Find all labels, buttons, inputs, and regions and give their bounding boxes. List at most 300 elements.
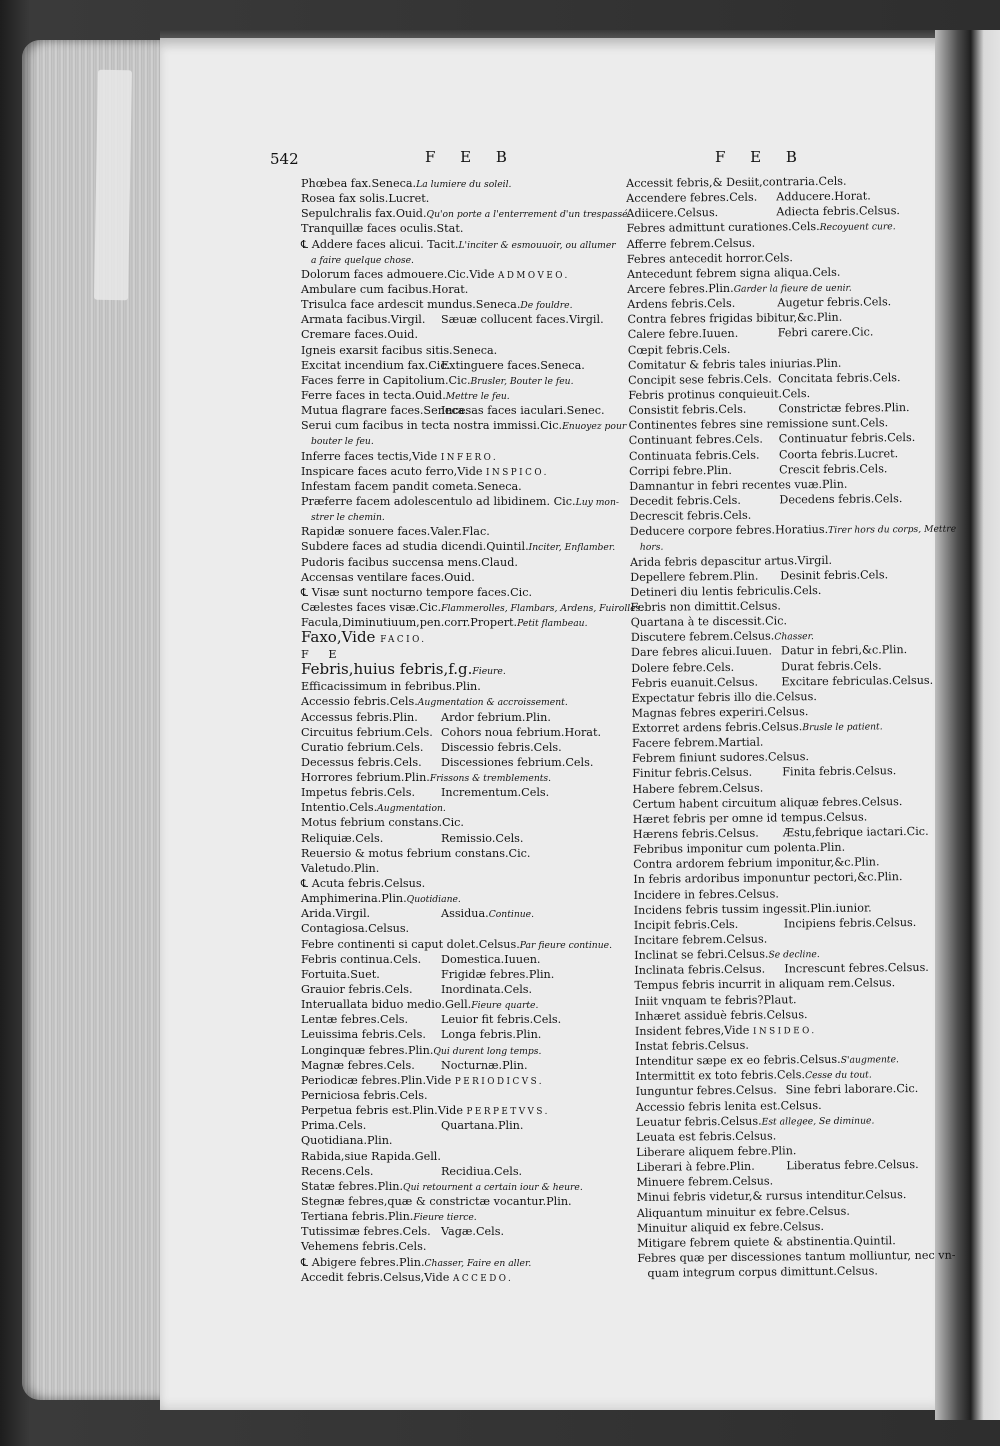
entry-text: Excitat incendium fax.Cic. [301, 358, 451, 372]
entry-text: Efficacissimum in febribus.Plin. [301, 680, 481, 694]
french-gloss: Qu'on porte a l'enterrement d'un trespassé. [426, 209, 631, 221]
entry-text-second: Leuior fit febris.Cels. [441, 1013, 562, 1027]
entry-text-second: Frigidæ febres.Plin. [441, 967, 555, 981]
entry-text: Insident febres,Vide INSIDEO. [634, 1023, 817, 1038]
entry-text: Febris euanuit.Celsus. [631, 675, 759, 690]
entry-line [301, 1118, 616, 1133]
french-gloss: S'augmente. [840, 1054, 899, 1066]
entry-line [301, 418, 627, 433]
entry-text: Intentio.Cels.Augmentation. [301, 801, 446, 815]
running-head-right: F E B [715, 148, 807, 166]
entry-line [301, 1149, 616, 1164]
entry-line [301, 770, 616, 785]
entry-line [301, 831, 616, 846]
entry-text: Febres antecedit horror.Cels. [626, 250, 793, 266]
entry-text: Aliquantum minuitur ex febre.Celsus. [636, 1204, 850, 1220]
french-gloss: Petit flambeau. [517, 618, 588, 630]
entry-text-second: Datur in febri,&c.Plin. [780, 643, 908, 658]
entry-line [301, 952, 616, 967]
entry-line [301, 282, 616, 297]
entry-text: Rosea fax solis.Lucret. [301, 192, 430, 206]
entry-text: Accensas ventilare faces.Ouid. [301, 570, 475, 584]
entry-text: Febres admittunt curationes.Cels.Recoyuent cure. [626, 220, 896, 236]
entry-line [301, 891, 616, 906]
entry-text: Extorret ardens febris.Celsus.Brusle le patient. [631, 720, 883, 736]
entry-text: Pudoris facibus succensa mens.Claud. [301, 555, 518, 569]
entry-line [301, 725, 616, 740]
entry-text: Habere febrem.Celsus. [632, 781, 764, 796]
entry-text: Accessio febris lenita est.Celsus. [635, 1098, 822, 1114]
entry-text: Faces ferre in Capitolium.Cic.Brusler, Bouter le feu. [301, 373, 574, 387]
entry-text-second: Recidiua.Cels. [441, 1164, 523, 1178]
entry-line [301, 1058, 616, 1073]
french-gloss: Se decline. [768, 949, 820, 961]
entry-text: Incidens febris tussim ingessit.Plin.iunior. [633, 901, 872, 917]
entry-text: Accendere febres.Cels. [626, 190, 758, 206]
entry-line [301, 1270, 616, 1285]
entry-text: Depellere febrem.Plin. [630, 569, 759, 584]
entry-line [301, 539, 616, 554]
entry-line [301, 815, 616, 830]
french-gloss: hors. [639, 542, 664, 554]
entry-line [301, 312, 616, 327]
entry-text: Febris continua.Cels. [301, 952, 422, 966]
entry-line [301, 388, 616, 403]
entry-text: Quotidiana.Plin. [301, 1134, 393, 1148]
entry-text: Decrescit febris.Cels. [629, 508, 752, 524]
entry-text-second: Ardor febrium.Plin. [441, 710, 551, 724]
entry-text: Cremare faces.Ouid. [301, 328, 418, 342]
page-number: 542 [270, 150, 299, 168]
entry-text: Afferre febrem.Celsus. [626, 236, 756, 251]
entry-text: Mitigare febrem quiete & abstinentia.Quintil. [637, 1234, 896, 1250]
entry-text-second: Sæuæ collucent faces.Virgil. [441, 313, 604, 327]
entry-text: Grauior febris.Cels. [301, 983, 413, 997]
entry-text-second: Concitata febris.Cels. [778, 370, 901, 386]
entry-text-second: Adducere.Horat. [776, 189, 871, 204]
entry-line [301, 679, 616, 694]
entry-text: Mutua flagrare faces.Seneca. [301, 404, 469, 418]
entry-line [301, 570, 616, 585]
entry-text: Accedit febris.Celsus,Vide ACCEDO. [301, 1270, 514, 1284]
entry-line [637, 1263, 942, 1281]
entry-text: Longinquæ febres.Plin.Qui durent long temps. [301, 1043, 542, 1057]
entry-text: Concipit sese febris.Cels. [628, 372, 772, 387]
entry-text: Detineri diu lentis febriculis.Cels. [630, 583, 822, 599]
entry-text-second: Constrictæ febres.Plin. [778, 401, 910, 416]
entry-text: Intenditur sæpe ex eo febris.Celsus.S'augmente. [635, 1052, 899, 1069]
entry-text: Igneis exarsit facibus sitis.Seneca. [301, 343, 498, 357]
french-gloss: Augmentation. [377, 803, 446, 815]
entry-line [301, 800, 616, 815]
entry-line [301, 1043, 616, 1058]
cross-reference: INSIDEO. [752, 1025, 817, 1037]
entry-text: Discutere febrem.Celsus.Chasser. [630, 629, 814, 645]
entry-line [301, 479, 616, 494]
entry-text: Minuere febrem.Celsus. [636, 1174, 774, 1190]
french-gloss: Mettre le feu. [445, 390, 510, 402]
french-gloss: Chasser, Faire en aller. [424, 1257, 532, 1269]
entry-text: Certum habent circuitum aliquæ febres.Celsus. [632, 794, 903, 811]
entry-text: Infestam facem pandit cometa.Seneca. [301, 479, 522, 493]
entry-text-second: Augetur febris.Cels. [777, 295, 892, 310]
entry-text: Magnæ febres.Cels. [301, 1058, 415, 1072]
entry-text: Statæ febres.Plin.Qui retournent a certain iour & heure. [301, 1179, 583, 1193]
french-gloss: a faire quelque chose. [311, 254, 414, 266]
entry-text: Contra febres frigidas bibitur,&c.Plin. [627, 311, 843, 327]
entry-text-second: Extinguere faces.Seneca. [441, 358, 585, 372]
entry-text: Arcere febres.Plin.Garder la fieure de uenir. [627, 281, 852, 296]
entry-text: Periodicæ febres.Plin.Vide PERIODICVS. [301, 1073, 545, 1087]
entry-text-second: Excitare febriculas.Celsus. [781, 673, 934, 689]
entry-text-second: Assidua.Continue. [441, 907, 535, 921]
entry-line [301, 343, 616, 358]
book-gutter [935, 30, 1000, 1420]
entry-line [301, 524, 616, 539]
entry-text: Ardens febris.Cels. [627, 296, 736, 312]
entry-text-second: Remissio.Cels. [441, 831, 524, 845]
entry-text: Arida febris depascitur artus.Virgil. [629, 553, 833, 569]
entry-text: Expectatur febris illo die.Celsus. [631, 689, 817, 705]
entry-text [311, 509, 385, 525]
paper-strip [94, 70, 132, 301]
entry-text: Antecedunt febrem signa aliqua.Cels. [626, 265, 841, 281]
entry-text: Liberare aliquem febre.Plin. [636, 1144, 797, 1159]
entry-text-second: Vagæ.Cels. [441, 1225, 505, 1239]
entry-text: Intermittit ex toto febris.Cels.Cesse du tout. [635, 1068, 872, 1084]
entry-text-second: Febri carere.Cic. [777, 325, 874, 340]
french-gloss: Brusler, Bouter le feu. [470, 375, 574, 387]
entry-text: Consistit febris.Cels. [628, 402, 747, 418]
cross-reference: INFERO. [440, 452, 499, 463]
entry-text: Leuata est febris.Celsus. [635, 1129, 777, 1144]
french-gloss: Continue. [488, 909, 535, 921]
entry-text-second: Continuatur febris.Cels. [778, 431, 916, 446]
entry-text: Valetudo.Plin. [301, 861, 380, 875]
french-gloss: Par fieure continue. [519, 939, 612, 951]
entry-line [301, 237, 616, 252]
entry-line [301, 1133, 616, 1148]
entry-text: Fortuita.Suet. [301, 967, 380, 981]
entry-line [301, 1027, 616, 1042]
entry-text-second: Desinit febris.Cels. [780, 567, 889, 583]
entry-line [301, 755, 616, 770]
french-gloss: Fieure tierce. [413, 1212, 477, 1224]
entry-text: Corripi febre.Plin. [629, 463, 732, 478]
entry-text-second: Decedens febris.Cels. [779, 492, 903, 507]
entry-line [301, 1073, 616, 1088]
right-column [626, 173, 957, 1281]
entry-text: Sepulchralis fax.Ouid.Qu'on porte a l'enterrement d'un trespassé. [301, 207, 631, 221]
entry-text-second: Liberatus febre.Celsus. [786, 1158, 919, 1173]
entry-text [311, 252, 414, 268]
entry-text: Accessio febris.Cels.Augmentation & accroissement. [301, 695, 568, 709]
cross-reference: PERIODICVS. [454, 1076, 545, 1087]
entry-text: Continentes febres sine remissione sunt.Cels. [628, 416, 889, 433]
cross-reference: FACIO. [380, 635, 427, 646]
french-gloss: Qui retournent a certain iour & heure. [403, 1181, 583, 1193]
entry-text: Trisulca face ardescit mundus.Seneca.De fouldre. [301, 298, 573, 312]
entry-line [301, 1194, 616, 1209]
entry-text: Iunguntur febres.Celsus. [635, 1083, 777, 1099]
entry-line [301, 982, 616, 997]
running-head-left: F E B [425, 148, 517, 166]
entry-text: Continuant febres.Cels. [628, 432, 764, 448]
french-gloss: Est allegee, Se diminue. [761, 1115, 875, 1128]
entry-line [301, 662, 616, 679]
entry-text: Prima.Cels. [301, 1119, 367, 1133]
entry-line [301, 921, 616, 936]
entry-text: Inferre faces tectis,Vide INFERO. [301, 449, 499, 463]
entry-text: Dolere febre.Cels. [631, 660, 735, 675]
entry-text: quam integrum corpus dimittunt.Celsus. [647, 1264, 878, 1280]
french-gloss: Luy mon- [575, 496, 619, 508]
entry-line [301, 221, 616, 236]
entry-text-second: Sine febri laborare.Cic. [785, 1082, 919, 1097]
entry-line [301, 585, 616, 600]
entry-text-second: Discessiones febrium.Cels. [441, 755, 594, 769]
french-gloss: bouter le feu. [311, 436, 374, 448]
entry-text: Instat febris.Celsus. [635, 1038, 749, 1053]
entry-line [301, 1164, 616, 1179]
entry-text: F E [301, 648, 345, 662]
french-gloss: Flammerolles, Flambars, Ardens, Fuirolles. [441, 602, 644, 614]
french-gloss: De fouldre. [520, 300, 573, 312]
entry-text: Lentæ febres.Cels. [301, 1013, 409, 1027]
entry-text: Quartana à te discessit.Cic. [630, 614, 788, 630]
entry-text: Inhæret assiduè febris.Celsus. [634, 1007, 808, 1023]
entry-text: Ambulare cum facibus.Horat. [301, 282, 469, 296]
entry-line [301, 861, 616, 876]
entry-line [301, 906, 616, 921]
entry-line [301, 494, 619, 509]
entry-text-second: Cohors noua febrium.Horat. [441, 725, 602, 739]
entry-text: Rabida,siue Rapida.Gell. [301, 1149, 441, 1163]
entry-text: Iniit vnquam te febris?Plaut. [634, 992, 797, 1008]
entry-text: ℄ Acuta febris.Celsus. [301, 877, 426, 891]
entry-text-second: Nocturnæ.Plin. [441, 1058, 528, 1072]
cross-reference: PERPETVVS. [466, 1107, 550, 1118]
entry-text-second: Incrementum.Cels. [441, 786, 550, 800]
entry-text-second: Domestica.Iuuen. [441, 952, 541, 966]
entry-text: Minuitur aliquid ex febre.Celsus. [636, 1219, 825, 1235]
french-gloss: La lumiere du soleil. [416, 179, 512, 190]
entry-text: Febres quæ per discessiones tantum molliuntur, nec vn- [637, 1248, 956, 1265]
entry-text: Cælestes faces visæ.Cic.Flammerolles, Flambars, Ardens, Fuirolles. [301, 600, 644, 614]
entry-line [301, 1012, 616, 1027]
entry-line [301, 1224, 616, 1239]
entry-line [301, 967, 616, 982]
left-column [301, 176, 644, 1285]
french-gloss: Inciter, Enflamber. [528, 542, 616, 554]
entry-line [301, 710, 616, 725]
entry-text-second: Longa febris.Plin. [441, 1028, 542, 1042]
entry-text: Circuitus febrium.Cels. [301, 725, 433, 739]
entry-text: Perniciosa febris.Cels. [301, 1089, 428, 1103]
french-gloss: Garder la fieure de uenir. [733, 282, 852, 295]
entry-text: Cœpit febris.Cels. [627, 342, 731, 357]
entry-text: Horrores febrium.Plin.Frissons & tremblements. [301, 771, 552, 785]
entry-line [301, 191, 616, 206]
entry-text: Inspicare faces acuto ferro,Vide INSPICO. [301, 464, 549, 478]
entry-line [301, 509, 616, 524]
entry-text: Accessus febris.Plin. [301, 710, 418, 724]
entry-text: Decedit febris.Cels. [629, 493, 741, 508]
entry-line [301, 252, 616, 267]
entry-text: Ferre faces in tecta.Ouid.Mettre le feu. [301, 388, 510, 402]
cross-reference: INSPICO. [486, 467, 549, 478]
entry-line [301, 403, 616, 418]
entry-line [301, 630, 616, 647]
entry-line [301, 1239, 616, 1254]
entry-text-second: Increscunt febres.Celsus. [784, 961, 929, 976]
entry-text: Rapidæ sonuere faces.Valer.Flac. [301, 525, 490, 539]
entry-line [301, 176, 616, 191]
entry-line [301, 1103, 616, 1118]
entry-text: Decessus febris.Cels. [301, 755, 422, 769]
entry-text: Perpetua febris est.Plin.Vide PERPETVVS. [301, 1104, 550, 1118]
entry-text: Leuissima febris.Cels. [301, 1028, 426, 1042]
entry-text: Contagiosa.Celsus. [301, 922, 410, 936]
entry-line [301, 297, 616, 312]
french-gloss: Fieure quarte. [471, 1000, 539, 1012]
french-gloss: Augmentation & accroissement. [417, 697, 568, 709]
entry-text: ℄ Abigere febres.Plin.Chasser, Faire en aller. [301, 1255, 532, 1269]
french-gloss: Chasser. [774, 631, 814, 643]
entry-text: Præferre facem adolescentulo ad libidinem. Cic.Luy mon- [301, 494, 619, 508]
entry-line [301, 1179, 616, 1194]
entry-line [301, 358, 616, 373]
entry-text: Liberari à febre.Plin. [636, 1159, 755, 1175]
entry-text: Calere febre.Iuuen. [627, 327, 739, 342]
entry-text: Finitur febris.Celsus. [632, 766, 753, 781]
entry-text: Adiicere.Celsus. [626, 206, 719, 221]
entry-text: Armata facibus.Virgil. [301, 313, 426, 327]
entry-text: Minui febris videtur,& rursus intenditur.Celsus. [636, 1188, 907, 1205]
entry-text: Tutissimæ febres.Cels. [301, 1225, 431, 1239]
entry-text: In febris ardoribus imponuntur pectori,&c.Plin. [633, 870, 903, 887]
french-gloss: Recoyuent cure. [819, 221, 896, 234]
entry-text: Febrem finiunt sudores.Celsus. [632, 750, 810, 766]
entry-text: Tertiana febris.Plin.Fieure tierce. [301, 1210, 477, 1224]
entry-text: Impetus febris.Cels. [301, 786, 416, 800]
entry-line [301, 433, 616, 448]
entry-line [301, 1088, 616, 1103]
entry-text: Inclinata febris.Celsus. [634, 962, 766, 978]
entry-text: Reliquiæ.Cels. [301, 831, 384, 845]
cross-reference: ADMOVEO. [498, 270, 570, 281]
entry-line [301, 740, 616, 755]
entry-text: Accessit febris,& Desiit,contraria.Cels. [626, 174, 847, 190]
entry-text [640, 539, 664, 555]
entry-text: Curatio febrium.Cels. [301, 740, 424, 754]
french-gloss: Quotidiane. [406, 894, 461, 906]
entry-text [311, 433, 374, 449]
entry-text: Incidere in febres.Celsus. [633, 887, 779, 902]
french-gloss: L'inciter & esmouuoir, ou allumer [458, 239, 616, 251]
entry-text-second: Finita febris.Celsus. [782, 764, 897, 779]
entry-text: Faxo,Vide FACIO. [301, 628, 427, 647]
entry-text: Deducere corpore febres.Horatius.Tirer hors du corps, Mettre [629, 523, 957, 539]
entry-text-second: Adiecta febris.Celsus. [776, 204, 901, 219]
entry-text-second: Coorta febris.Lucret. [778, 446, 899, 461]
entry-line [301, 846, 616, 861]
entry-line [301, 876, 616, 891]
cross-reference: ACCEDO. [452, 1273, 514, 1284]
entry-line [301, 206, 631, 221]
entry-text: Stegnæ febres,quæ & constrictæ vocantur.Plin. [301, 1195, 572, 1208]
entry-text-second: Discessio febris.Cels. [441, 740, 562, 754]
entry-text-second: Crescit febris.Cels. [779, 461, 888, 477]
entry-text: Incipit febris.Cels. [633, 917, 739, 932]
entry-text: Reuersio & motus febrium constans.Cic. [301, 846, 531, 860]
entry-line [301, 1255, 616, 1270]
entry-text-second: Inordinata.Cels. [441, 983, 533, 997]
entry-text: Motus febrium constans.Cic. [301, 816, 464, 830]
entry-text: Incitare febrem.Celsus. [633, 932, 768, 947]
french-gloss: Fieure. [472, 666, 506, 678]
entry-text: ℄ Addere faces alicui. Tacit.L'inciter & esmouuoir, ou allumer [301, 237, 616, 251]
entry-line [301, 600, 644, 615]
entry-line [301, 449, 616, 464]
entry-text: Continuata febris.Cels. [628, 448, 760, 463]
entry-line [301, 327, 616, 342]
entry-line [301, 997, 616, 1012]
french-gloss: Enuoyez pour [562, 421, 627, 433]
entry-text-second: Quartana.Plin. [441, 1119, 524, 1133]
entry-text-second: Incesas faces iaculari.Senec. [441, 404, 605, 418]
entry-text: Tranquillæ faces oculis.Stat. [301, 222, 464, 236]
book-fore-edge [22, 40, 162, 1400]
entry-text: Dolorum faces admouere.Cic.Vide ADMOVEO. [301, 267, 570, 281]
entry-text: Arida.Virgil. [301, 907, 371, 921]
entry-text-second: Incipiens febris.Celsus. [783, 915, 917, 931]
entry-line [301, 555, 616, 570]
entry-text: Vehemens febris.Cels. [301, 1240, 427, 1254]
entry-line [301, 785, 616, 800]
french-gloss: strer le chemin. [311, 512, 385, 524]
entry-text: Inclinat se febri.Celsus.Se decline. [634, 947, 820, 963]
entry-text: Comitatur & febris tales iniurias.Plin. [627, 356, 842, 372]
entry-text: Febris non dimittit.Celsus. [630, 599, 781, 614]
entry-text: Febris,huius febris,f.g.Fieure. [301, 660, 506, 679]
french-gloss: Brusle le patient. [802, 721, 883, 734]
entry-text: Damnantur in febri recentes vuæ.Plin. [629, 477, 848, 493]
entry-text: Facula,Diminutiuum,pen.corr.Propert.Petit flambeau. [301, 616, 588, 630]
entry-text: Amphimerina.Plin.Quotidiane. [301, 892, 461, 906]
entry-text: Hæret febris per omne id tempus.Celsus. [632, 810, 868, 826]
entry-line [301, 373, 616, 388]
entry-line [301, 694, 616, 709]
entry-text: Recens.Cels. [301, 1164, 374, 1178]
entry-line [301, 1209, 616, 1224]
entry-text: Febris protinus conquieuit.Cels. [628, 387, 811, 402]
entry-line [301, 464, 616, 479]
entry-line [301, 937, 616, 952]
french-gloss: Qui durent long temps. [433, 1045, 542, 1057]
entry-text: Febribus imponitur cum polenta.Plin. [632, 840, 846, 857]
entry-text: Tempus febris incurrit in aliquam rem.Celsus. [634, 976, 896, 993]
entry-text: Leuatur febris.Celsus.Est allegee, Se diminue. [635, 1114, 875, 1129]
entry-text: Subdere faces ad studia dicendi.Quintil.Inciter, Enflamber. [301, 540, 616, 554]
entry-text: Interuallata biduo medio.Gell.Fieure quarte. [301, 998, 539, 1012]
french-gloss: Frissons & tremblements. [429, 773, 552, 785]
entry-text: Dare febres alicui.Iuuen. [630, 644, 773, 660]
entry-text: Facere febrem.Martial. [631, 735, 764, 751]
entry-text: Contra ardorem febrium imponitur,&c.Plin. [633, 855, 880, 872]
entry-text-second: Æstu,febrique iactari.Cic. [782, 824, 929, 840]
entry-text: Magnas febres experiri.Celsus. [631, 705, 809, 720]
